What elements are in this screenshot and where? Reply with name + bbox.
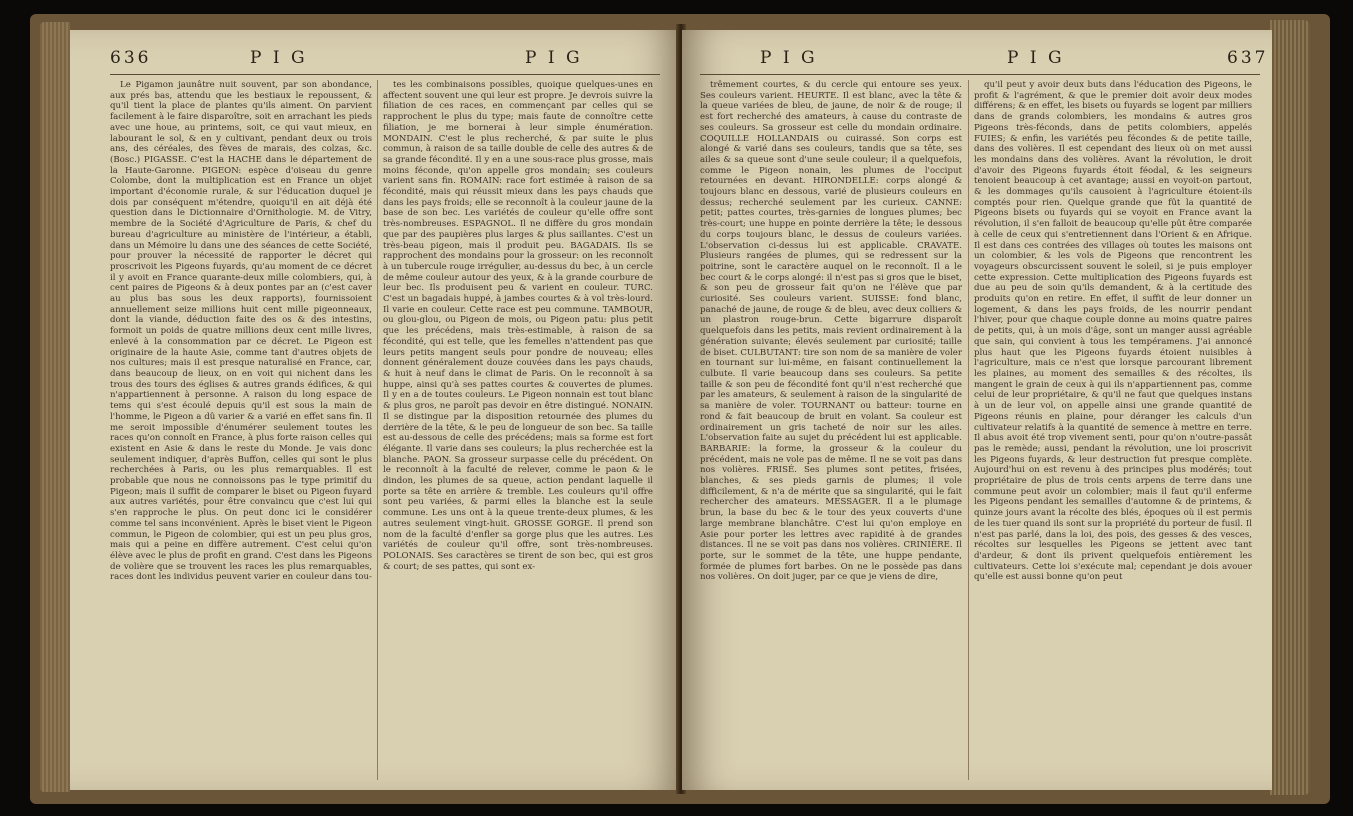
right-column-1	[700, 80, 962, 583]
right-page	[682, 30, 1272, 790]
header-rule	[110, 74, 660, 75]
left-page-number: 636	[110, 48, 152, 68]
column-rule	[968, 80, 969, 780]
page-edges-right	[1270, 20, 1310, 795]
right-column-2	[974, 80, 1252, 583]
right-running-head-2: P I G	[1007, 48, 1065, 68]
header-rule	[700, 74, 1260, 75]
left-page	[70, 30, 680, 790]
right-page-number: 637	[1227, 48, 1269, 68]
right-running-head-1: P I G	[760, 48, 818, 68]
text-block: trêmement courtes, & du cercle qui entoure ses yeux. Ses couleurs varient. HEURTE. Il est blanc, avec la tête & la queue variées de bleu, de jaune, de noir & de rouge; il est fort recherché des amateurs, à cause du contraste de ses couleurs. Sa grosseur est celle du mondain ordinaire. COQUILLE HOLLANDAIS ou cuirassé. Son corps est alongé & varié dans ses couleurs, tandis que sa tête, ses ailes & sa queue sont d'une seule couleur; il a quelquefois, comme le Pigeon nonain, les plumes de l'occiput retournées en devant. HIRONDELLE: corps alongé & toujours blanc en dessous, varié de plusieurs couleurs en dessus; recherché seulement par les curieux. CANNE: petit; pattes courtes, très-garnies de longues plumes; bec très-court; une huppe en pointe derrière la tête; le dessous du corps toujours blanc, le dessus de couleurs variées. L'observation ci-dessus lui est applicable. CRAVATE. Plusieurs rangées de plumes, qui se redressent sur la poitrine, sont le caractère auquel on le reconnoît. Il a le bec court & le corps alongé: il n'est pas si gros que le biset, & son peu de grosseur fait qu'on ne l'élève que par curiosité. Ses couleurs varient. SUISSE: fond blanc, panaché de jaune, de rouge & de bleu, avec deux colliers & un plastron rouge-brun. Cette bigarrure disparoît quelquefois dans les petits, mais revient ordinairement à la génération suivante; élevés seulement par curiosité; taille de biset. CULBUTANT: tire son nom de sa manière de voler en tournant sur lui-même, en faisant continuellement la culbute. Il varie beaucoup dans ses couleurs. Sa petite taille & son peu de fécondité font qu'il n'est recherché que par les amateurs, & seulement à raison de la singularité de sa manière de voler. TOURNANT ou batteur: tourne en rond & fait beaucoup de bruit en volant. Sa couleur est ordinairement un gris tacheté de noir sur les ailes. L'observation faite au sujet du précédent lui est applicable. BARBARIE: la forme, la grosseur & la couleur du précédent, mais ne vole pas de même. Il ne se voit pas dans nos volières. FRISÉ. Ses plumes sont petites, frisées, blanches, & ses pieds garnis de plumes; il vole difficilement, & n'a de mérite que sa singularité, qui le fait rechercher des amateurs. MESSAGER. Il a le plumage brun, la base du bec & le tour des yeux couverts d'une large membrane blanchâtre. C'est lui qu'on employe en Asie pour porter les lettres avec rapidité à de grandes distances. Il ne se voit pas dans nos volières. CRINIÈRE. Il porte, sur le sommet de la tête, une huppe pendante, formée de plumes fort barbes. On ne le possède pas dans nos volières. On doit juger, par ce que je viens de dire,	[700, 80, 962, 583]
left-running-head-2: P I G	[525, 48, 583, 68]
left-column-1	[110, 80, 372, 583]
page-edges-left	[40, 22, 70, 792]
left-running-head-1: P I G	[250, 48, 308, 68]
left-column-2	[383, 80, 653, 572]
text-block: tes les combinaisons possibles, quoique quelques-unes en affectent souvent une qui leur est propre. Je devrois suivre la filiation de ces races, en commençant par celles qui se rapprochent le plus du type; mais faute de connoître cette filiation, je me bornerai à leur simple énumération. MONDAIN. C'est le plus recherché, & par suite le plus commun, à raison de sa taille double de celle des autres & de sa grande fécondité. Il y en a une sous-race plus grosse, mais moins féconde, qu'on appelle gros mondain; ses couleurs varient sans fin. ROMAIN: race fort estimée à raison de sa fécondité, mais qui réussit mieux dans les pays chauds que dans les pays froids; elle se reconnoît à la couleur jaune de la base de son bec. Les variétés de couleur qu'elle offre sont très-nombreuses. ESPAGNOL. Il ne diffère du gros mondain que par des paupières plus larges & plus saillantes. C'est un très-beau pigeon, mais il produit peu. BAGADAIS. Ils se rapprochent des mondains pour la grosseur: on les reconnoît à un tubercule rouge irrégulier, au-dessus du bec, à un cercle de même couleur autour des yeux, & à la grande courbure de leur bec. Ils produisent peu & varient en couleur. TURC. C'est un bagadais huppé, à jambes courtes & à vol très-lourd. Il varie en couleur. Cette race est peu commune. TAMBOUR, ou glou-glou, ou Pigeon de mois, ou Pigeon patu: plus petit que les précédens, mais très-estimable, à raison de sa fécondité, qui est telle, que les femelles n'attendent pas que leurs petits mangent seuls pour pondre de nouveau; elles donnent généralement douze couvées dans les pays chauds, & huit à neuf dans le climat de Paris. On le reconnoît à sa huppe, ainsi qu'à ses pattes courtes & couvertes de plumes. Il y en a de toutes couleurs. Le Pigeon nonnain est tout blanc & plus gros, ne paroît pas devoir en être distingué. NONAIN. Il se distingue par la disposition retournée des plumes du derrière de la tête, & le peu de longueur de son bec. Sa taille est au-dessous de celle des précédens; mais sa forme est fort élégante. Il varie dans ses couleurs; la plus recherchée est la blanche. PAON. Sa grosseur surpasse celle du précédent. On le reconnoît à la faculté de relever, comme le paon & le dindon, les plumes de sa queue, action pendant laquelle il porte sa tête en arrière & tremble. Les couleurs qu'il offre sont peu variées, & parmi elles la blanche est la seule commune. Les uns ont à la queue trente-deux plumes, & les autres seulement vingt-huit. GROSSE GORGE. Il prend son nom de la faculté d'enfler sa gorge plus que les autres. Les variétés de couleur qu'il offre, sont très-nombreuses. POLONAIS. Ses caractères se tirent de son bec, qui est gros & court; de ses pattes, qui sont ex-	[383, 80, 653, 572]
column-rule	[377, 80, 378, 780]
text-block: Le Pigamon jaunâtre nuit souvent, par son abondance, aux prés bas, attendu que les bestiaux le repoussent, & qu'il tient la place de plantes qu'ils aiment. On parvient facilement à le faire disparoître, soit en arrachant les pieds avec une houe, au printems, soit, ce qui vaut mieux, en labourant le sol, & en y cultivant, pendant deux ou trois ans, des céréales, des fèves de marais, des colzas, &c. (Bosc.) PIGASSE. C'est la HACHE dans le département de la Haute-Garonne. PIGEON: espèce d'oiseau du genre Colombe, dont la multiplication est en France un objet important d'économie rurale, & sur l'éducation duquel je dois par conséquent m'étendre, quoiqu'il en ait déjà été question dans le Dictionnaire d'Ornithologie. M. de Vitry, membre de la Société d'Agriculture de Paris, & chef du bureau d'agriculture au ministère de l'intérieur, a établi, dans un Mémoire lu dans une des séances de cette Société, pour prouver la nécessité de rapporter le décret qui proscrivoit les Pigeons fuyards, qu'au moment de ce décret il y avoit en France quarante-deux mille colombiers, qui, à cent paires de Pigeons & à deux pontes par an (c'est caver au plus bas sous les deux rapports), fournissoient annuellement seize millions huit cent mille pigeonneaux, dont la viande, déduction faite des os & des intestins, formoit un poids de quatre millions deux cent mille livres, enlevé à la consommation par ce décret. Le Pigeon est originaire de la haute Asie, comme tant d'autres objets de nos cultures; mais il est presque naturalisé en France, car, dans beaucoup de lieux, on en voit qui nichent dans les trous des tours des églises & autres grands édifices, & qui n'appartiennent à personne. A raison du long espace de tems qui s'est écoulé depuis qu'il est sous la main de l'homme, le Pigeon a dû varier & a varié en effet sans fin. Il me seroit impossible d'énumérer seulement toutes les races qu'on connoît en France, à plus forte raison celles qui existent en Asie & dans le reste du Monde. Je vais donc seulement indiquer, d'après Buffon, celles qui sont le plus recherchées à Paris, ou les plus remarquables. Il est probable que nous ne connoissons pas le type primitif du Pigeon; mais il suffit de comparer le biset ou Pigeon fuyard aux autres variétés, pour être convaincu que c'est lui qui s'en rapproche le plus. On peut donc ici le considérer comme tel sans inconvénient. Après le biset vient le Pigeon commun, le Pigeon de colombier, qui est un peu plus gros, mais qui a peine en diffère autrement. C'est celui qu'on élève avec le plus de profit en grand. C'est dans les Pigeons de volière que se trouvent les races les plus remarquables, races dont les individus peuvent varier en couleur dans tou-	[110, 80, 372, 583]
text-block: qu'il peut y avoir deux buts dans l'éducation des Pigeons, le profit & l'agrément, & que le premier doit avoir deux modes différens; & en effet, les bisets ou fuyards se logent par milliers dans de grands colombiers, les mondains & autres gros Pigeons très-féconds, dans de petits colombiers, appelés FUIES; & enfin, les variétés peu fécondes & de petite taille, dans des volières. Il est cependant des lieux où on met aussi les mondains dans des volières. Avant la révolution, le droit d'avoir des Pigeons fuyards étoit féodal, & les seigneurs tenoient beaucoup à cet avantage; aussi en voyoit-on partout, & les dommages qu'ils causoient à l'agriculture étoient-ils comptés pour rien. Quelque grande que fût la quantité de Pigeons bisets ou fuyards qui se voyoit en France avant la révolution, il s'en falloit de beaucoup qu'elle pût être comparée à celle de ceux qui s'entretiennent dans l'Orient & en Afrique. Il est dans ces contrées des villages où toutes les maisons ont un colombier, & les vols de Pigeons que rencontrent les voyageurs obscurcissent souvent le soleil, si je puis employer cette expression. Cette multiplication des Pigeons fuyards est due au peu de soin qu'ils demandent, & à la certitude des produits qu'on en retire. En effet, il suffit de leur donner un logement, & dans les pays froids, de les nourrir pendant l'hiver, pour que chaque couple donne au moins quatre paires de petits, qui, à un mois d'âge, sont un manger aussi agréable que sain, qui convient à tous les tempéramens. J'ai annoncé plus haut que les Pigeons fuyards étoient nuisibles à l'agriculture, mais ce n'est que lorsque parcourant librement les plaines, au moment des semailles & des récoltes, ils mangent le grain de ceux à qui ils n'appartiennent pas, comme celui de leur propriétaire, & qu'il ne faut que quelques instans à un de leur vol, on appelle ainsi une grande quantité de Pigeons réunis en plaine, pour déranger les calculs d'un cultivateur relatifs à la quantité de semence à mettre en terre. Il abus avoit été trop vivement senti, pour qu'on n'outre-passât pas le remède; aussi, pendant la révolution, une loi proscrivit les Pigeons fuyards, & leur destruction fut presque complète. Aujourd'hui on est revenu à des principes plus modérés; tout propriétaire de plus de trois cents arpens de terre dans une commune peut avoir un colombier; mais il faut qu'il enferme les Pigeons pendant les semailles d'automne & de printems, & quinze jours avant la récolte des blés, époques où il est permis de les tuer quand ils sont sur la propriété du porteur de fusil. Il n'est pas parlé, dans la loi, des pois, des gesses & des vesces, récoltes sur lesquelles les Pigeons se jettent avec tant d'ardeur, & dont ils privent quelquefois entièrement les cultivateurs. Cette loi s'exécute mal; cependant je dois avouer qu'elle est aussi bonne qu'on peut	[974, 80, 1253, 583]
